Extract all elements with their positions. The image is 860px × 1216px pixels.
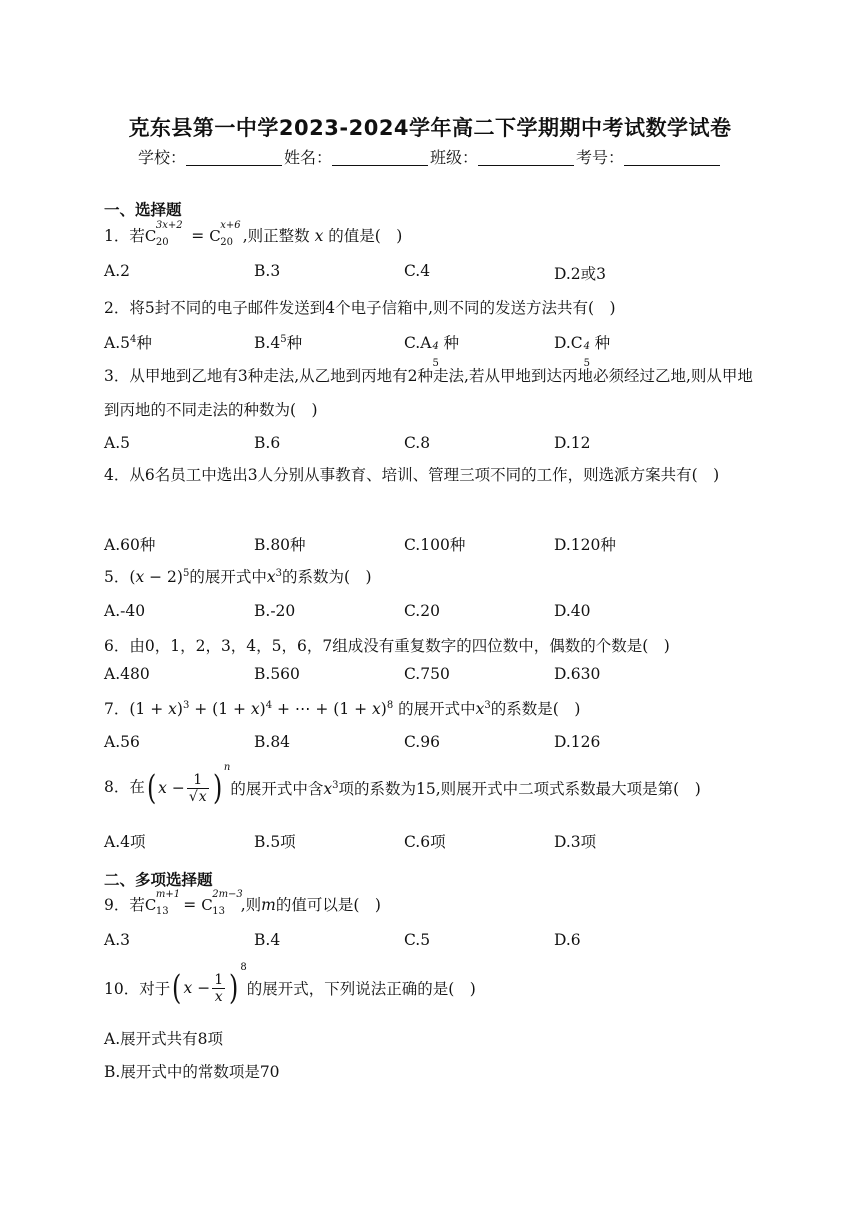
question-3: 3．从甲地到乙地有3种走法,从乙地到丙地有2种走法,若从甲地到达丙地必须经过乙地,则从甲地到丙地的不同走法的种数为( ) bbox=[104, 367, 753, 419]
combination-1: C m+1 13 bbox=[144, 889, 181, 917]
option-a[interactable]: A.60种 bbox=[104, 536, 156, 554]
option-b[interactable]: B.3 bbox=[254, 262, 281, 280]
question-5: 5．$(x - 2)^5$的展开式中$x^3$的系数为( ) bbox=[104, 567, 372, 586]
binomial-fraction-expression: ( x − $\frac{1}{√x}$ )$^n$ bbox=[146, 762, 231, 808]
option-c[interactable]: C.750 bbox=[404, 665, 450, 683]
option-c[interactable]: C.100种 bbox=[404, 536, 466, 554]
option-a[interactable]: A.5 bbox=[104, 434, 130, 452]
question-10: 10．对于( x − $\frac{1}{x}$ )$^8$的展开式，下列说法正确的是( ) bbox=[104, 962, 476, 1008]
student-info-line bbox=[0, 145, 860, 168]
series-expression: $(1 + x)^3 + (1 + x)^4$ + ⋯ + $(1 + x)^8$ bbox=[129, 699, 394, 718]
option-b[interactable]: B.560 bbox=[254, 665, 300, 683]
class-blank[interactable] bbox=[478, 148, 574, 166]
school-label: 学校： bbox=[137, 148, 186, 167]
option-b[interactable]: B.80种 bbox=[254, 536, 306, 554]
option-c[interactable]: C.4 bbox=[404, 262, 431, 280]
binomial-expression: $(x - 2)^5$ bbox=[129, 567, 190, 586]
page-title: 克东县第一中学2023-2024学年高二下学期期中考试数学试卷 bbox=[128, 116, 732, 140]
option-c[interactable]: C.A 4 5 种 bbox=[404, 334, 459, 369]
number-blank[interactable] bbox=[624, 148, 720, 166]
option-b[interactable]: B.84 bbox=[254, 733, 291, 751]
number-label: 考号： bbox=[576, 148, 625, 167]
school-blank[interactable] bbox=[186, 148, 282, 166]
name-label: 姓名： bbox=[283, 148, 332, 167]
option-d[interactable]: D.C 4 5 种 bbox=[554, 334, 611, 369]
question-1: 1．若C 3x+2 20 = C x+6 20 ,则正整数 x 的值是( ) bbox=[104, 220, 403, 248]
option-d[interactable]: D.126 bbox=[554, 733, 601, 751]
option-a[interactable]: $A.5^4$种 bbox=[104, 333, 152, 352]
option-d[interactable]: D.120种 bbox=[554, 536, 616, 554]
option-a[interactable]: A.480 bbox=[104, 665, 150, 683]
option-c[interactable]: C.8 bbox=[404, 434, 431, 452]
option-a[interactable]: A.-40 bbox=[104, 602, 146, 620]
option-d[interactable]: D.2或3 bbox=[554, 265, 607, 283]
option-a[interactable]: A.展开式共有8项 bbox=[104, 1030, 223, 1048]
option-a[interactable]: A.4项 bbox=[104, 833, 146, 851]
option-a[interactable]: A.3 bbox=[104, 931, 130, 949]
combination-1: C 3x+2 20 bbox=[144, 220, 183, 248]
option-d[interactable]: D.3项 bbox=[554, 833, 597, 851]
option-b[interactable]: B.展开式中的常数项是70 bbox=[104, 1063, 280, 1081]
option-b[interactable]: $B.4^5$种 bbox=[254, 333, 303, 352]
binomial-fraction-expression: ( x − $\frac{1}{x}$ )$^8$ bbox=[172, 962, 247, 1008]
option-b[interactable]: B.-20 bbox=[254, 602, 296, 620]
option-b[interactable]: B.5项 bbox=[254, 833, 296, 851]
option-b[interactable]: B.6 bbox=[254, 434, 281, 452]
question-2: 2．将5封不同的电子邮件发送到4个电子信箱中,则不同的发送方法共有( ) bbox=[104, 299, 616, 317]
section-title-single-choice: 一、选择题 bbox=[104, 201, 182, 219]
combination-2: C 2m−3 13 bbox=[201, 889, 243, 917]
option-c[interactable]: C.96 bbox=[404, 733, 440, 751]
question-4: 4．从6名员工中选出3人分别从事教育、培训、管理三项不同的工作，则选派方案共有( ) bbox=[104, 466, 720, 484]
option-d[interactable]: D.630 bbox=[554, 665, 601, 683]
option-c[interactable]: C.20 bbox=[404, 602, 440, 620]
name-blank[interactable] bbox=[332, 148, 428, 166]
question-6: 6．由0，1，2，3，4，5，6，7组成没有重复数字的四位数中，偶数的个数是( ) bbox=[104, 637, 670, 655]
option-a[interactable]: A.56 bbox=[104, 733, 140, 751]
question-7: 7．$(1 + x)^3 + (1 + x)^4$ + ⋯ + $(1 + x)^8$ 的展开式中$x^3$的系数是( ) bbox=[104, 699, 581, 718]
option-d[interactable]: D.6 bbox=[554, 931, 581, 949]
combination-2: C x+6 20 bbox=[209, 220, 241, 248]
option-d[interactable]: D.12 bbox=[554, 434, 591, 452]
section-title-multiple-choice: 二、多项选择题 bbox=[104, 871, 213, 889]
option-b[interactable]: B.4 bbox=[254, 931, 281, 949]
question-8: 8．在( x − $\frac{1}{√x}$ )$^n$的展开式中含$x^3$项的系数为15,则展开式中二项式系数最大项是第( ) bbox=[104, 762, 701, 808]
option-d[interactable]: D.40 bbox=[554, 602, 591, 620]
class-label: 班级： bbox=[430, 148, 479, 167]
option-c[interactable]: C.6项 bbox=[404, 833, 446, 851]
option-a[interactable]: A.2 bbox=[104, 262, 130, 280]
question-9: 9．若C m+1 13 = C 2m−3 13 ,则m的值可以是( ) bbox=[104, 889, 381, 917]
option-c[interactable]: C.5 bbox=[404, 931, 431, 949]
